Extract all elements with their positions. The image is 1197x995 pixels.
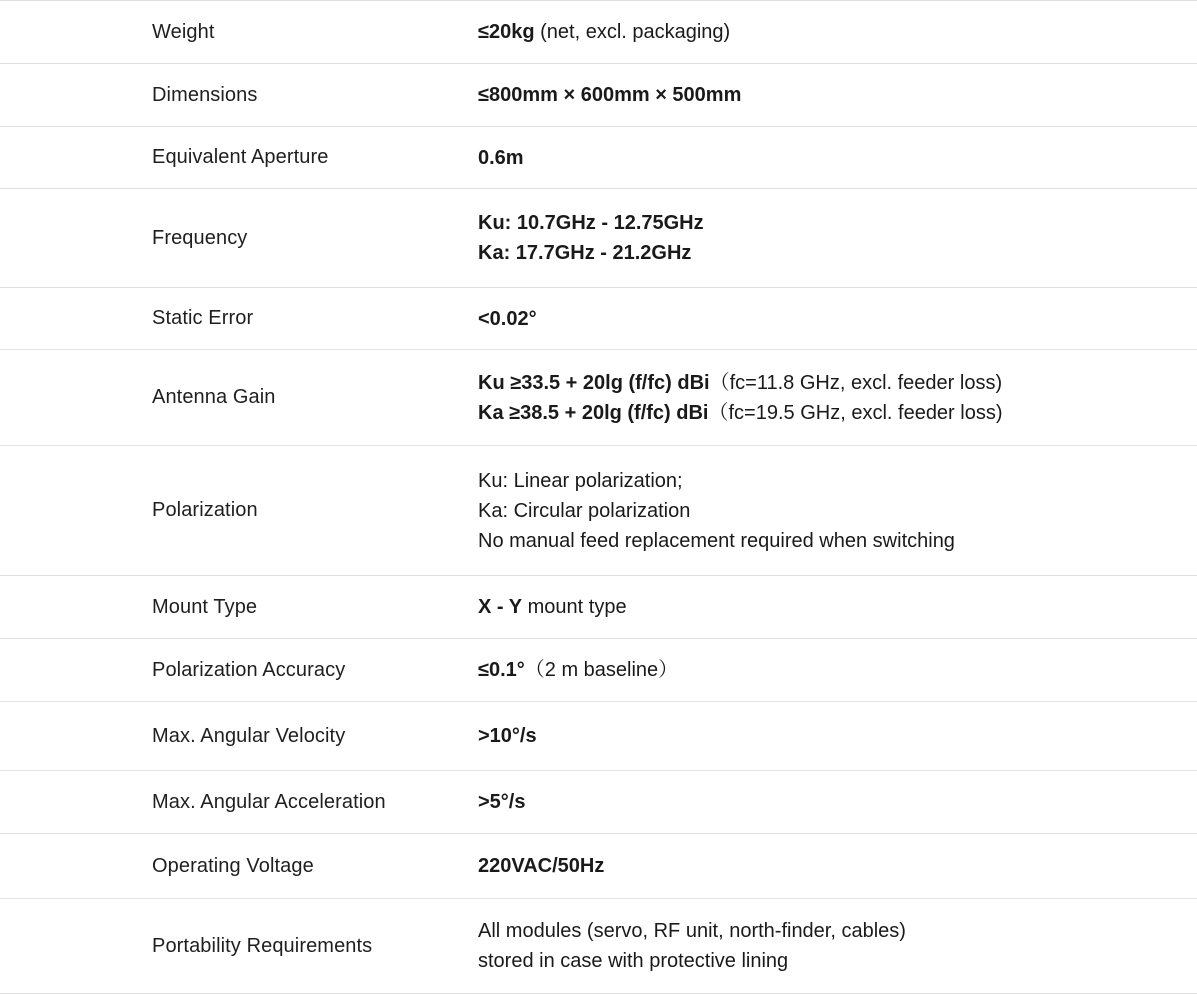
spec-value-line <box>478 143 524 173</box>
spec-value-line <box>478 17 730 47</box>
spec-value-note: （fc=11.8 GHz, excl. feeder loss) <box>709 371 1003 394</box>
spec-value <box>478 851 604 881</box>
spec-value <box>478 721 537 751</box>
spec-value-note: （2 m baseline） <box>524 659 679 681</box>
spec-value-emphasis: Ka ≥38.5 + 20lg (f/fc) dBi <box>478 401 709 424</box>
spec-row <box>0 639 1197 702</box>
spec-value-line <box>478 208 704 238</box>
spec-row <box>0 899 1197 994</box>
spec-value-emphasis: 0.6m <box>478 146 524 169</box>
spec-value-note: All modules (servo, RF unit, north-finder, cables) <box>478 920 906 942</box>
spec-value-note: (net, excl. packaging) <box>534 21 731 43</box>
spec-value-emphasis: <0.02° <box>478 307 537 330</box>
spec-row <box>0 446 1197 576</box>
spec-value-line <box>478 304 537 334</box>
spec-value-note: stored in case with protective lining <box>478 950 789 972</box>
spec-value-line <box>478 496 955 526</box>
spec-label: Equivalent Aperture <box>152 146 329 168</box>
spec-row <box>0 1 1197 64</box>
spec-label: Max. Angular Acceleration <box>152 790 386 813</box>
spec-value-emphasis: Ka: 17.7GHz - 21.2GHz <box>478 242 692 264</box>
spec-value-line <box>478 80 741 110</box>
spec-value-note: （fc=19.5 GHz, excl. feeder loss) <box>708 401 1003 424</box>
spec-row <box>0 64 1197 127</box>
spec-value <box>478 592 627 622</box>
spec-value-line <box>478 368 1003 398</box>
spec-value-emphasis: >5°/s <box>478 791 526 813</box>
spec-value-emphasis: ≤20kg <box>478 21 535 43</box>
spec-row <box>0 288 1197 350</box>
spec-value-emphasis: ≤0.1° <box>478 659 525 681</box>
spec-value <box>478 368 1003 428</box>
spec-row <box>0 576 1197 639</box>
spec-label: Max. Angular Velocity <box>152 724 346 747</box>
spec-value-note: Ka: Circular polarization <box>478 499 691 522</box>
spec-value <box>478 143 524 173</box>
spec-value-note: Ku: Linear polarization; <box>478 469 683 492</box>
spec-label: Mount Type <box>152 595 258 618</box>
spec-value-line <box>478 398 1003 428</box>
spec-value-emphasis: Ku: 10.7GHz - 12.75GHz <box>478 212 704 234</box>
spec-value-emphasis: >10°/s <box>478 725 537 747</box>
spec-label: Static Error <box>152 307 254 329</box>
spec-value-line <box>478 526 955 556</box>
spec-label: Polarization <box>152 499 258 521</box>
spec-value-emphasis: ≤800mm × 600mm × 500mm <box>478 84 742 106</box>
spec-label: Weight <box>152 20 215 43</box>
spec-label: Antenna Gain <box>152 386 276 408</box>
spec-row <box>0 702 1197 771</box>
spec-label: Portability Requirements <box>152 934 373 957</box>
spec-value-line <box>478 916 906 946</box>
spec-value-line <box>478 466 955 496</box>
spec-value-emphasis: Ku ≥33.5 + 20lg (f/fc) dBi <box>478 371 710 394</box>
spec-value <box>478 17 730 47</box>
spec-row <box>0 834 1197 899</box>
spec-row <box>0 127 1197 189</box>
spec-value-note: mount type <box>522 596 627 618</box>
spec-row <box>0 771 1197 834</box>
spec-label: Dimensions <box>152 83 258 106</box>
spec-value <box>478 655 678 685</box>
spec-value-line <box>478 787 525 817</box>
spec-value <box>478 208 704 268</box>
spec-label: Polarization Accuracy <box>152 658 346 681</box>
spec-value-line <box>478 946 906 976</box>
spec-value-note: No manual feed replacement required when switching <box>478 529 955 552</box>
spec-value <box>478 466 955 556</box>
spec-value <box>478 916 906 976</box>
spec-label: Operating Voltage <box>152 854 314 877</box>
spec-value <box>478 304 537 334</box>
spec-value-emphasis: X - Y <box>478 596 523 618</box>
spec-value-line <box>478 592 627 622</box>
spec-value-line <box>478 655 678 685</box>
spec-row <box>0 350 1197 446</box>
spec-value-line <box>478 721 537 751</box>
spec-row <box>0 189 1197 288</box>
spec-value-emphasis: 220VAC/50Hz <box>478 855 605 877</box>
spec-label: Frequency <box>152 226 248 249</box>
spec-value <box>478 80 741 110</box>
spec-value-line <box>478 238 704 268</box>
spec-value-line <box>478 851 604 881</box>
spec-value <box>478 787 525 817</box>
